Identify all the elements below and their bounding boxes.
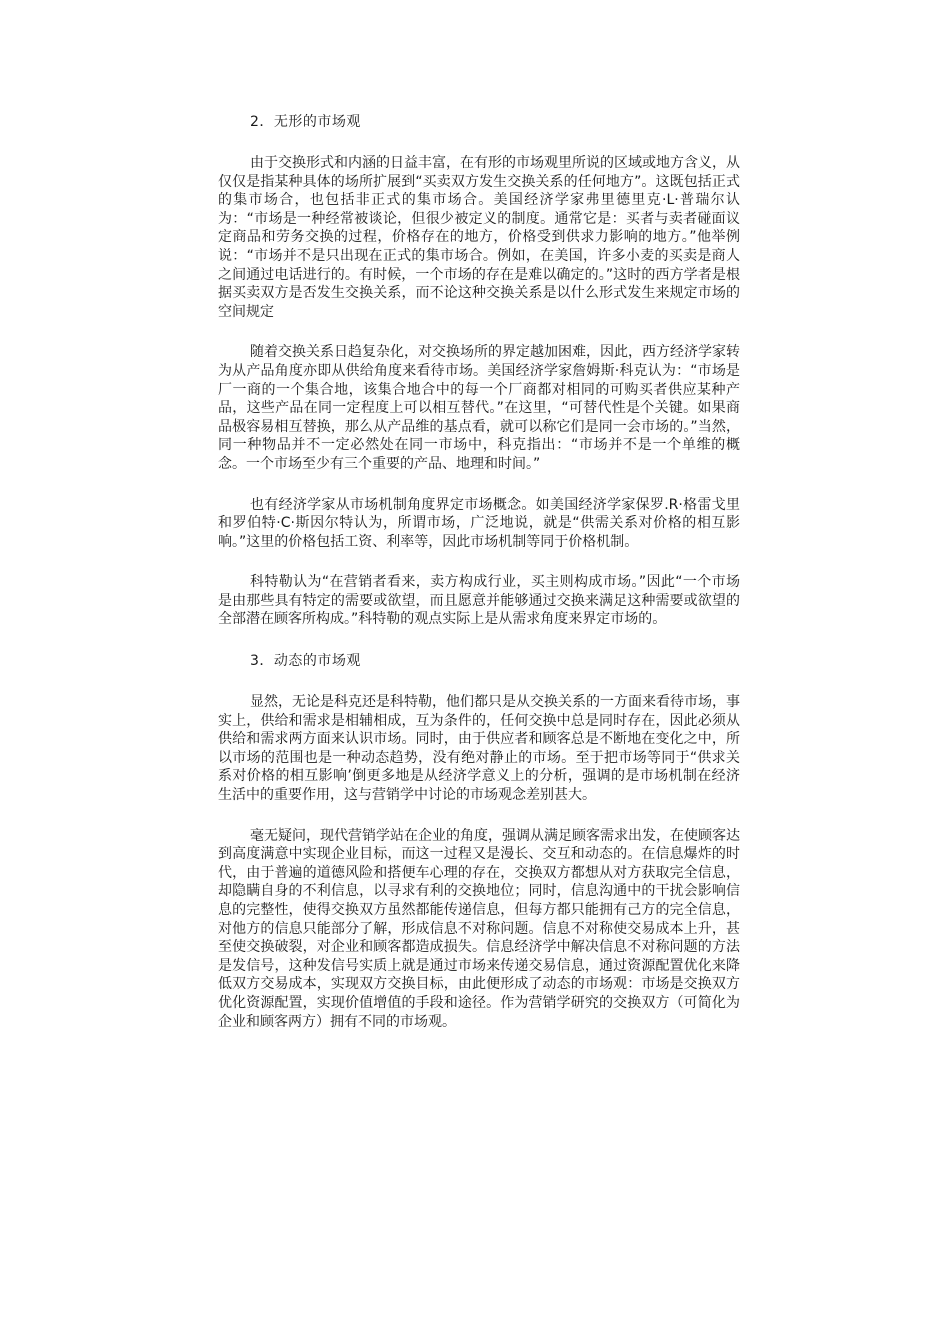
section-heading-2: 2．无形的市场观: [250, 114, 361, 130]
paragraph-intangible-market-3: 也有经济学家从市场机制角度界定市场概念。如美国经济学家保罗.R·格雷戈里和罗伯特·C·斯因尔特认为，所谓市场，广泛地说，就是“供需关系对价格的相互影响。”这里的价格包括工资、利率等，因此市场机制等同于价格机制。: [218, 496, 740, 550]
paragraph-intangible-market-4: 科特勒认为“在营销者看来，卖方构成行业，买主则构成市场。”因此“一个市场是由那些具有特定的需要或欲望，而且愿意并能够通过交换来满足这种需要或欲望的全部潜在顾客所构成。”科特勒的观点实际上是从需求角度来界定市场的。: [218, 574, 740, 628]
paragraph-intangible-market-1: 由于交换形式和内涵的日益丰富，在有形的市场观里所说的区域或地方含义，从仅仅是指某种具体的场所扩展到“买卖双方发生交换关系的任何地方”。这既包括正式的集市场合，也包括非正式的集市场合。美国经济学家弗里德里克·L·普瑞尔认为：“市场是一种经常被谈论，但很少被定义的制度。通常它是：买者与卖者碰面议定商品和劳务交换的过程，价格存在的地方，价格受到供求力影响的地方。”他举例说：“市场并不是只出现在正式的集市场合。例如，在美国，许多小麦的买卖是商人之间通过电话进行的。有时候，一个市场的存在是难以确定的。”这时的西方学者是根据买卖双方是否发生交换关系，而不论这种交换关系是以什么形式发生来规定市场的空间规定: [218, 155, 740, 320]
paragraph-dynamic-market-1: 显然，无论是科克还是科特勒，他们都只是从交换关系的一方面来看待市场，事实上，供给和需求是相辅相成，互为条件的，任何交换中总是同时存在，因此必须从供给和需求两方面来认识市场。同时，由于供应者和顾客总是不断地在变化之中，所以市场的范围也是一种动态趋势，没有绝对静止的市场。至于把市场等同于“供求关系对价格的相互影响’倒更多地是从经济学意义上的分析，强调的是市场机制在经济生活中的重要作用，这与营销学中讨论的市场观念差别甚大。: [218, 694, 740, 804]
section-heading-3: 3．动态的市场观: [250, 653, 361, 670]
paragraph-intangible-market-2: 随着交换关系日趋复杂化，对交换场所的界定越加困难，因此，西方经济学家转为从产品角度亦即从供给角度来看待市场。美国经济学家詹姆斯·科克认为：“市场是厂一商的一个集合地，该集合地合中的每一个厂商都对相同的可购买者供应某种产品，这些产品在同一定程度上可以相互替代。”在这里，“可替代性是个关键。如果商品极容易相互替换，那么从产品维的基点看，就可以称它们是同一会市场的。”当然，同一种物品并不一定必然处在同一市场中，科克指出：“市场并不是一个单维的概念。一个市场至少有三个重要的产品、地理和时间。”: [218, 344, 740, 472]
paragraph-dynamic-market-2: 毫无疑问，现代营销学站在企业的角度，强调从满足顾客需求出发，在使顾客达到高度满意中实现企业目标，而这一过程又是漫长、交互和动态的。在信息爆炸的时代，由于普遍的道德风险和搭便车心理的存在，交换双方都想从对方获取完全信息，却隐瞒自身的不利信息，以寻求有利的交换地位；同时，信息沟通中的干扰会影响信息的完整性，使得交换双方虽然都能传递信息，但每方都只能拥有己方的完全信息，对他方的信息只能部分了解，形成信息不对称问题。信息不对称使交易成本上升，甚至使交换破裂，对企业和顾客都造成损失。信息经济学中解决信息不对称问题的方法是发信号，这种发信号实质上就是通过市场来传递交易信息，通过资源配置优化来降低双方交易成本，实现双方交换目标，由此便形成了动态的市场观：市场是交换双方优化资源配置，实现价值增值的手段和途径。作为营销学研究的交换双方（可简化为企业和顾客两方）拥有不同的市场观。: [218, 827, 740, 1030]
document-page: [218, 112, 740, 1053]
